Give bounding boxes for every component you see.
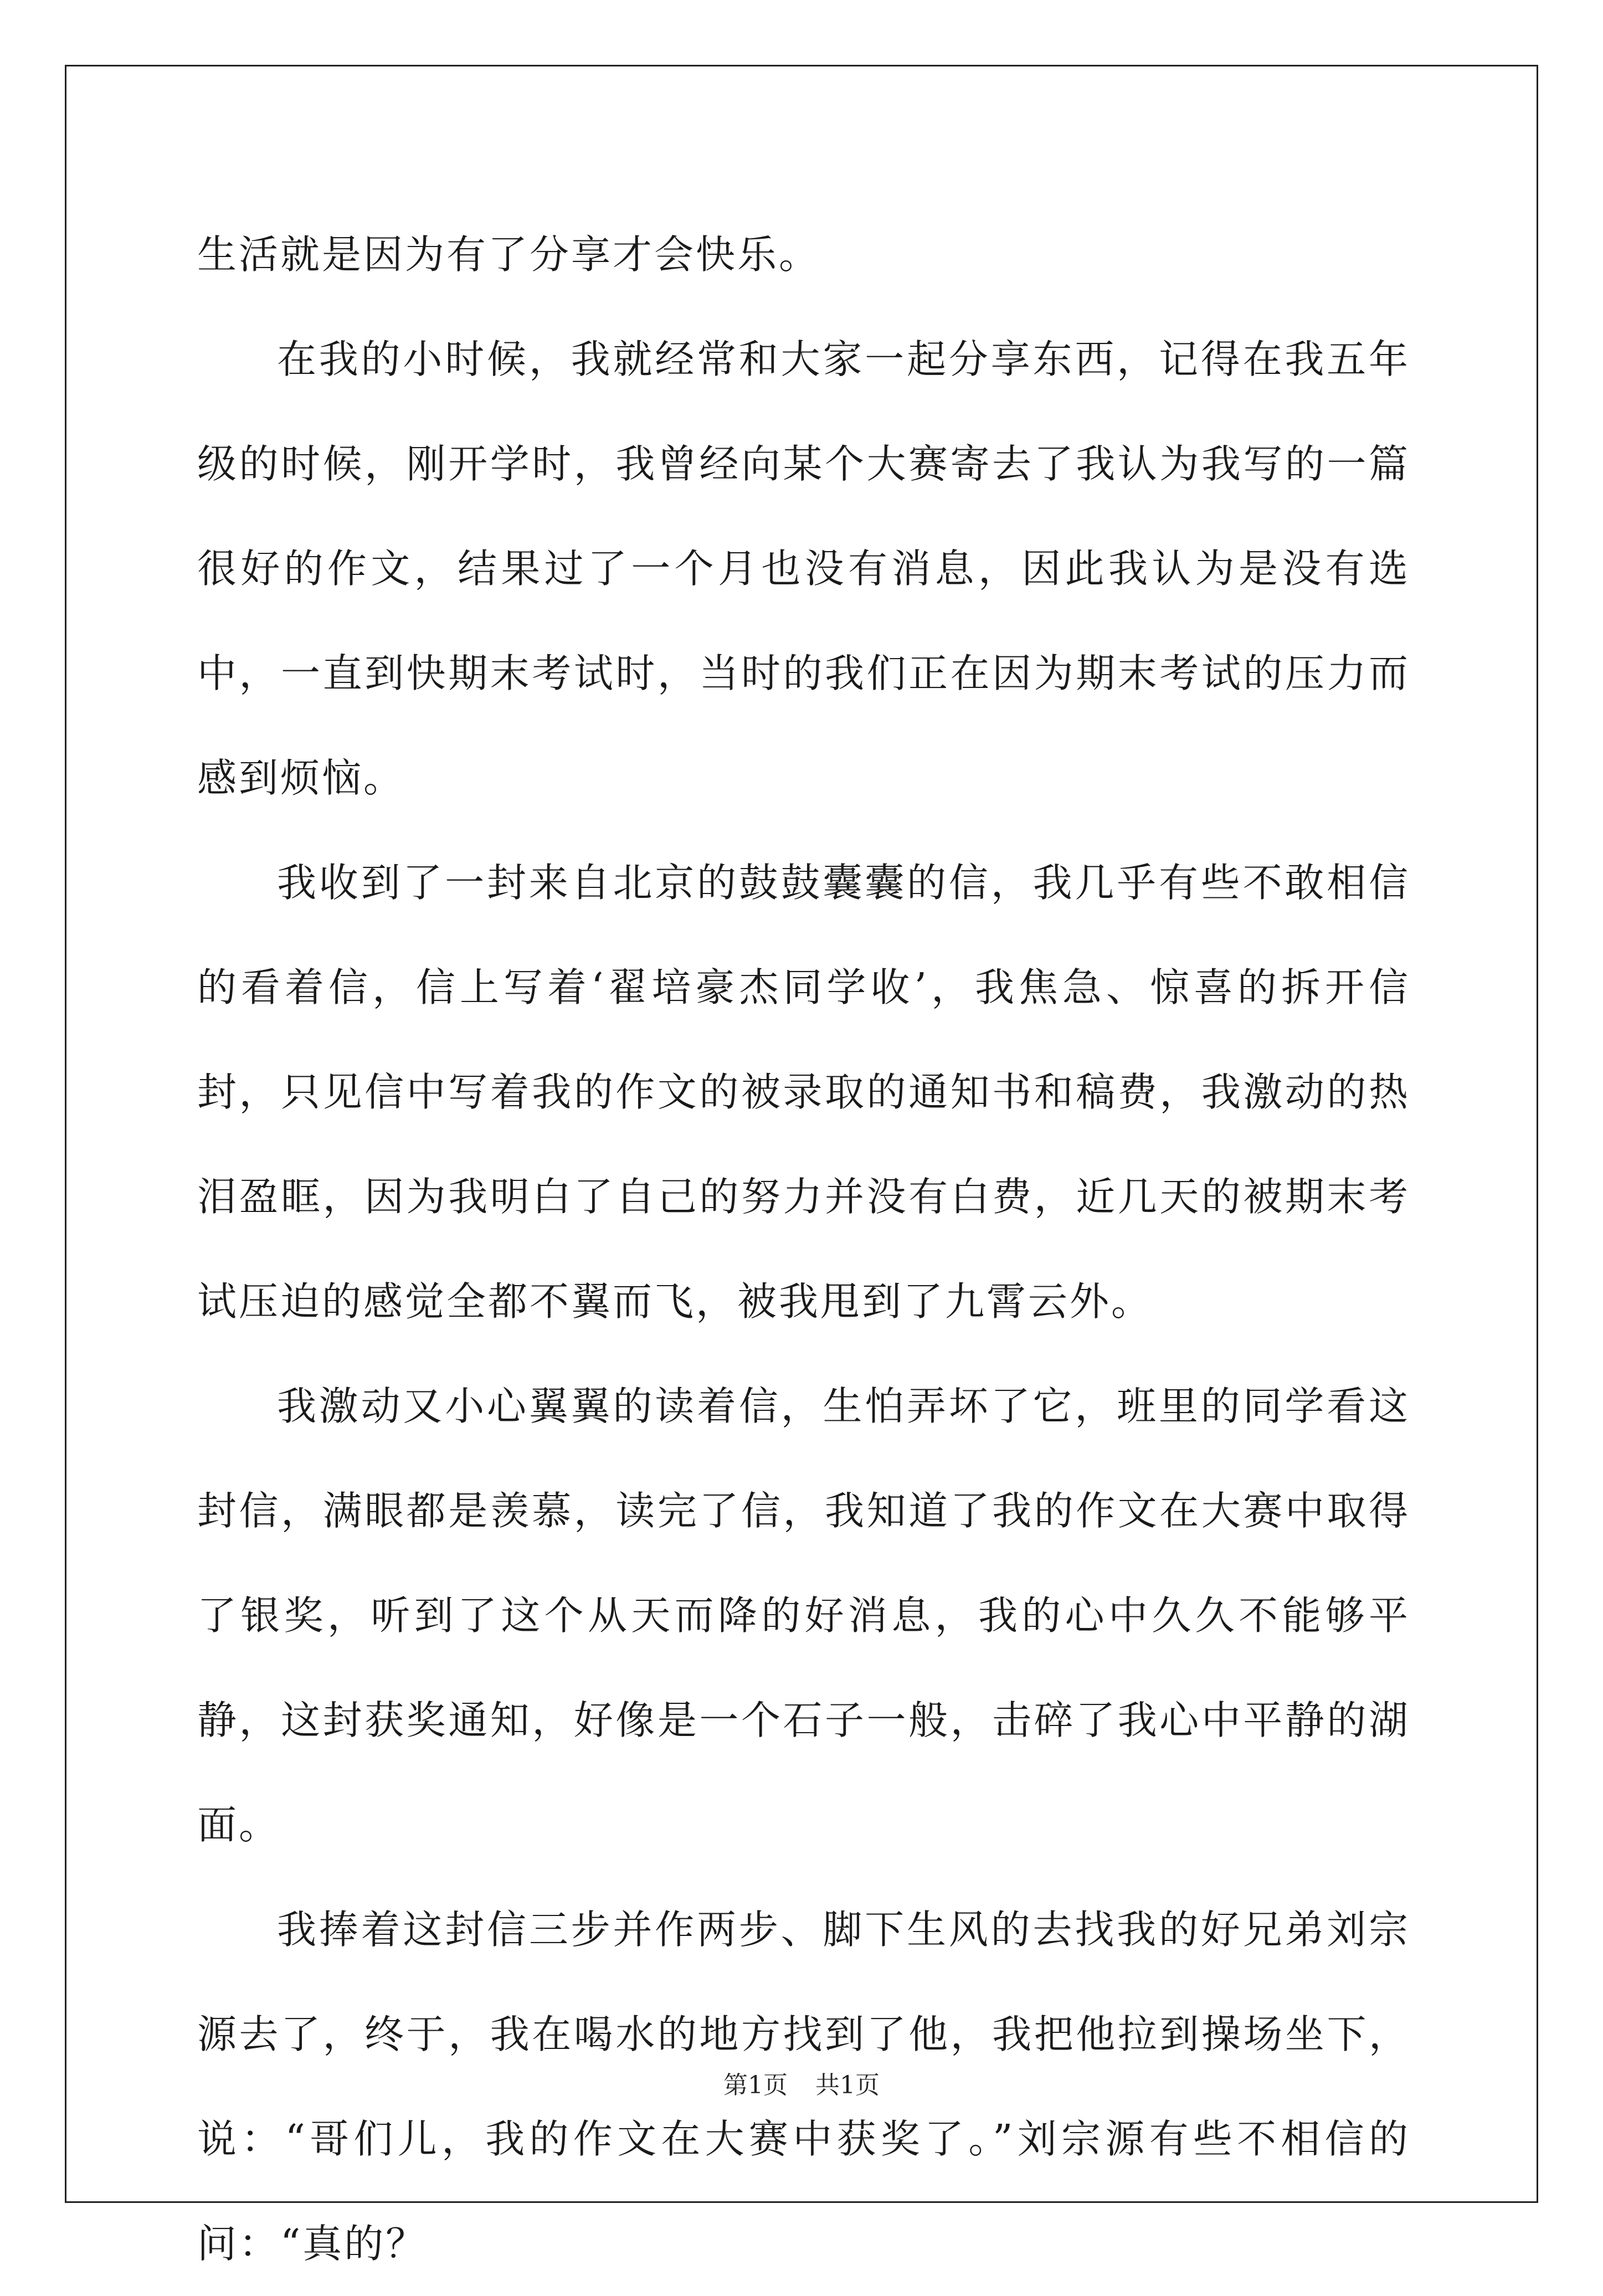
page-number: 第1页 <box>723 2071 788 2099</box>
paragraph-3: 我收到了一封来自北京的鼓鼓囊囊的信，我几乎有些不敢相信的看着信，信上写着‘翟培豪杰同学收’，我焦急、惊喜的拆开信封，只见信中写着我的作文的被录取的通知书和稿费，我激动的热泪盈眶，因为我明白了自己的努力并没有白费，近几天的被期末考试压迫的感觉全都不翼而飞，被我甩到了九霄云外。 <box>197 860 1410 1324</box>
paragraph-2: 在我的小时候，我就经常和大家一起分享东西，记得在我五年级的时候，刚开学时，我曾经向某个大赛寄去了我认为我写的一篇很好的作文，结果过了一个月也没有消息，因此我认为是没有选中，一直到快期末考试时，当时的我们正在因为期末考试的压力而感到烦恼。 <box>197 336 1410 801</box>
document-body <box>197 202 1410 2296</box>
page-footer <box>0 2069 1603 2102</box>
paragraph-5: 我捧着这封信三步并作两步、脚下生风的去找我的好兄弟刘宗源去了，终于，我在喝水的地方找到了他，我把他拉到操场坐下，说：“哥们儿，我的作文在大赛中获奖了。”刘宗源有些不相信的问：“真的？ <box>197 1907 1410 2267</box>
paragraph-4: 我激动又小心翼翼的读着信，生怕弄坏了它，班里的同学看这封信，满眼都是羡慕，读完了信，我知道了我的作文在大赛中取得了银奖，听到了这个从天而降的好消息，我的心中久久不能够平静，这封获奖通知，好像是一个石子一般，击碎了我心中平静的湖面。 <box>197 1383 1410 1848</box>
paragraph-1: 生活就是因为有了分享才会快乐。 <box>197 232 821 278</box>
page-total: 共1页 <box>815 2071 880 2099</box>
